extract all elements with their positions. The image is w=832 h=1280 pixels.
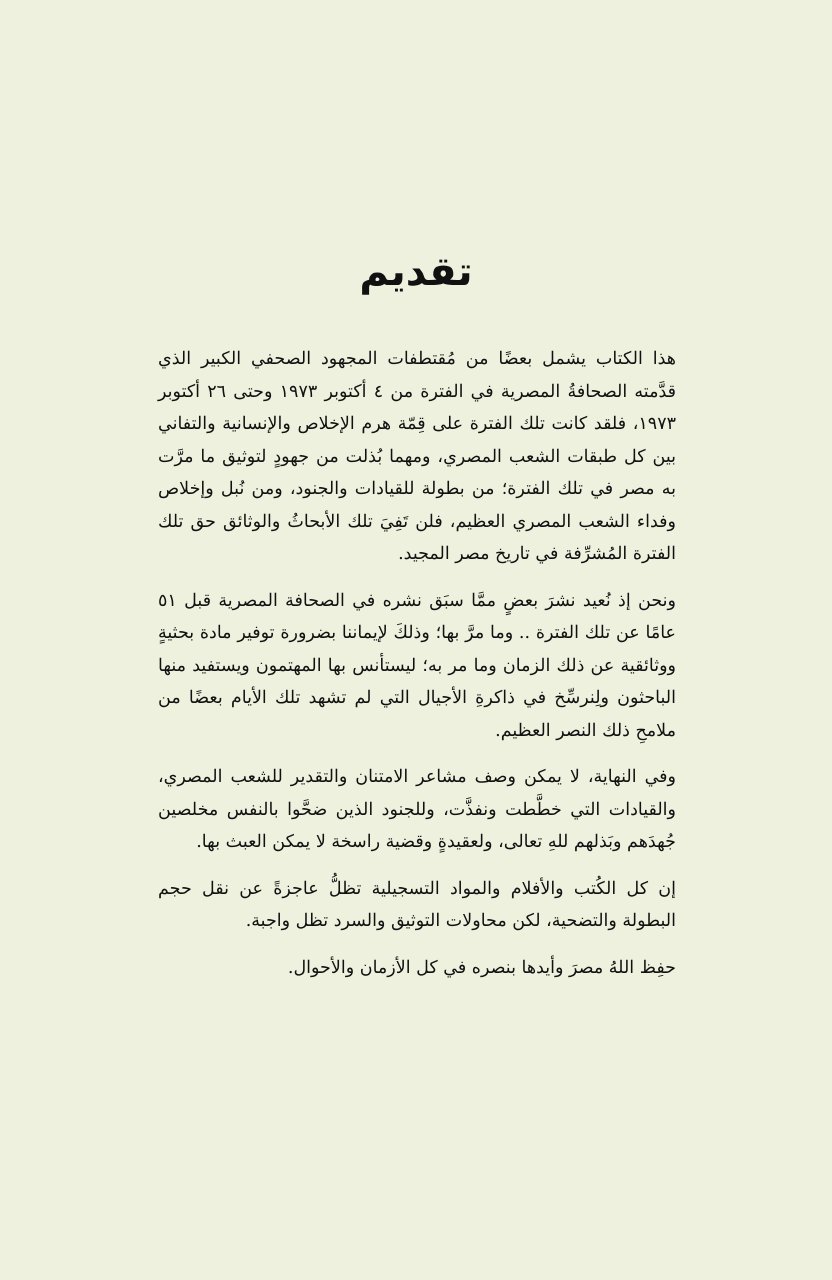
page-title: تقديم (359, 249, 473, 295)
paragraph-5: حفِظ اللهُ مصرَ وأيدها بنصره في كل الأزمان والأحوال. (287, 957, 676, 978)
paragraph-3: وفي النهاية، لا يمكن وصف مشاعر الامتنان والتقدير للشعب المصري، والقيادات التي خطَّطت ونفذَّت، وللجنود الذين ضحَّوا بالنفس مخلصين جُهدَهم وبَذلهم للهِ تعالى، ولعقيدةٍ وقضية راسخة لا يمكن العبث بها. (158, 767, 676, 852)
paragraph-4: إن كل الكُتب والأفلام والمواد التسجيلية تظلُّ عاجزةً عن نقل حجم البطولة والتضحية، لكن محاولات التوثيق والسرد تظل واجبة. (158, 878, 676, 931)
introduction-text (158, 343, 676, 998)
paragraph-2: ونحن إذ نُعيد نشرَ بعضٍ ممَّا سبَق نشره في الصحافة المصرية قبل ٥١ عامًا عن تلك الفترة .. وما مرَّ بها؛ وذلكَ لإيماننا بضرورة توفير مادة بحثيةٍ ووثائقية عن ذلك الزمان وما مر به؛ ليستأنس بها المهتمون ويستفيد منها الباحثون ولِنرسِّخ في ذاكرةِ الأجيال التي لم تشهد تلك الأيام بعضًا من ملامحِ ذلك النصر العظيم. (158, 590, 676, 741)
paragraph-1: هذا الكتاب يشمل بعضًا من مُقتطفات المجهود الصحفي الكبير الذي قدَّمته الصحافةُ المصرية في الفترة من ٤ أكتوبر ١٩٧٣ وحتى ٢٦ أكتوبر ١٩٧٣، فلقد كانت تلك الفترة على قِمّة هرم الإخلاص والإنسانية والتفاني بين كل طبقات الشعب المصري، ومهما بُذلت من جهودٍ لتوثيق ما مرَّت به مصر في تلك الفترة؛ من بطولة للقيادات والجنود، ومن نُبل وإخلاص وفداء الشعب المصري العظيم، فلن تَفِيَ تلك الأبحاثُ والوثائق حق تلك الفترة المُشرِّفة في تاريخ مصر المجيد. (158, 349, 676, 564)
